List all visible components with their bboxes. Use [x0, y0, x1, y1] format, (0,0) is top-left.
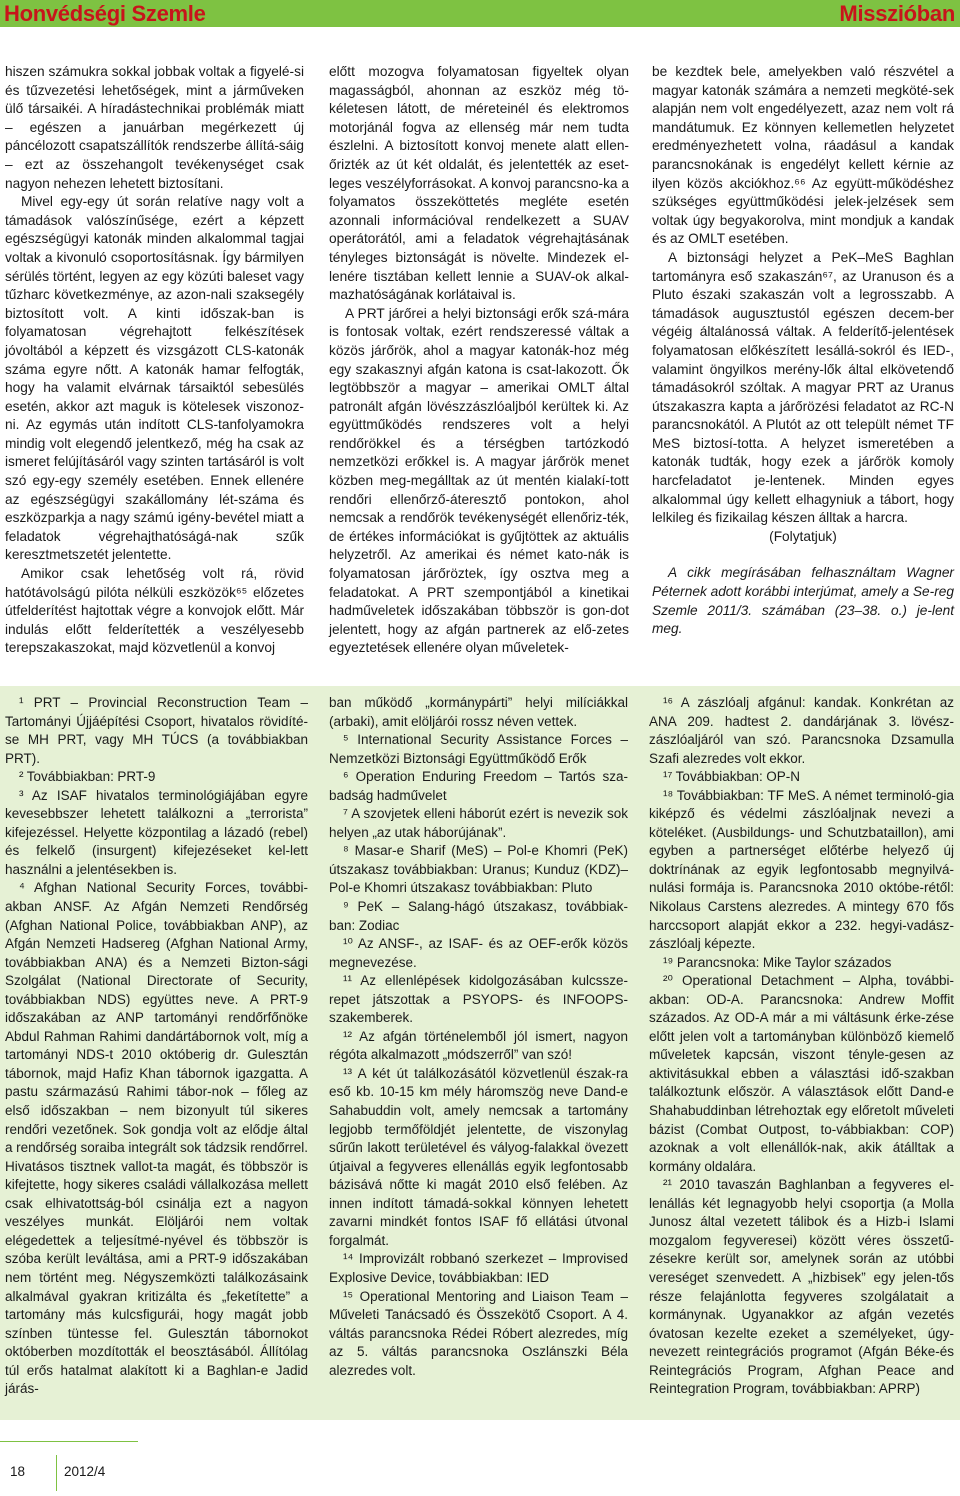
footnote-paragraph: ¹³ A két út találkozásától közvetlenül észak-ra eső kb. 10-15 km mély háromszög neve Dand-e Sahabuddin volt, amely nemcsak a tartomány legjobb termőföldjét jelentette, de viszonylag sűrűn lakott területével és vályog-falakkal övezett útjaival a fegyveres ellenállás egyik legfontosabb bázisává nőtte ki magát 2010 első felében. Az innen indított támadá-sokkal könnyen lehetett zavarni mindkét fontos ISAF fő ellátási útvonal forgalmát.	[329, 1065, 628, 1248]
page-header	[0, 0, 960, 27]
article-paragraph: hiszen számukra sokkal jobbak voltak a figyelé-si és tűzvezetési lehetőségek, mint a járműveken ülő társaikéi. A híradástechnikai problémák miatt – egészen a januárban megérkezett új páncélozott csapatszállítók rendszerbe állítá-sáig – ezt az összehangolt tevékenységet csak nagyon nehezen lehetett biztosítani.	[5, 64, 304, 191]
footnote-paragraph: ¹⁴ Improvizált robbanó szerkezet – Improvised Explosive Device, továbbiakban: IED	[329, 1251, 628, 1285]
footnote-paragraph: ⁴ Afghan National Security Forces, további-akban ANSF. Az Afgán Nemzeti Rendőrség (Afghan National Police, továbbiakban ANP), az Afgán Nemzeti Hadsereg (Afghan National Army, továbbiakban ANA) és a Nemzeti Bizton-sági Szolgálat (National Directorate of Security, továbbiakban NDS) együttes neve. A PRT-9 időszakában az ANP tartományi rendőrfőnöke Abdul Rahman Rahimi dandártábornok volt, míg a tartományi NDS-t 2010 októberig dr. Gulesztán tábornok, majd Hafiz Khan tábornok igazgatta. A pastu származású Rahimi tábor-nok – főleg az első időszakban – nem bizonyult túl sikeres rendőri vezetőnek. Sok gondja volt az elődje által a rendőrség soraiba integrált sok tádzsik rendőrrel. Hivatásos tisztnek vallot-ta magát, és többször is kifejtette, hogy sikeres családi vállalkozása mellett csak elhivatottság-ból csinálja ezt a nagyon veszélyes munkát. Elöljárói nem voltak elégedettek a teljesítmé-nyével és többször is szóba került leváltása, ami a PRT-9 időszakában nem történt meg. Négyszemközti találkozásaink alkalmával gyakran kritizálta és „feketítette” a tartomány más kulcsfigurái, hogy magát jobb színben tüntesse fel. Gulesztán tábornokot októberben mozdították el beosztásából. Állítólag túl erős hatalmat alakított ki a Baghlan-e Jadid járás-	[5, 880, 308, 1397]
article-paragraph: A PRT járőrei a helyi biztonsági erők szá-mára is fontosak voltak, ezért rendszeressé váltak a közös járőrök, ahol a magyar katonák-hoz még egy szakasznyi afgán katona is csat-lakozott. Ők legtöbbször a magyar – amerikai OMLT által patronált afgán lövészzászlóaljból kerültek ki. Az együttműködés rendszeres volt a helyi rendőrökkel és a térségben tartózkodó nemzetközi erőkkel is. A magyar járőrök menet közben meg-megálltak az út mentén kialakí-tott rendőri ellenőrző-áteresztő pontokon, ahol nemcsak a rendőrök tevékenységét ellenőriz-ték, de értékes információkat is gyűjtöttek az aktuális helyzetről. Az amerikai és német kato-nák is folyamatosan járőröztek, így osztva meg a feladatokat. A PRT szempontjából a kinetikai hadműveletek időszakában többször is gon-dot jelentett, hogy az afgán partnerek az elő-zetes egyeztetések ellenére olyan műveletek-	[329, 305, 629, 656]
article-column-3	[652, 63, 954, 639]
footnote-paragraph: ¹ PRT – Provincial Reconstruction Team – Tartományi Újjáépítési Csoport, hivatalos rövidíté-se MH PRT, vagy MH TÚCS (a továbbiakban PRT).	[5, 695, 308, 766]
footnote-paragraph: ⁵ International Security Assistance Forces – Nemzetközi Biztonsági Együttműködő Erők	[329, 732, 628, 766]
page-number: 18	[10, 1464, 26, 1479]
footnote-paragraph: ⁷ A szovjetek elleni háborút ezért is nevezik sok helyen „az utak háborújának”.	[329, 806, 628, 840]
footnotes-column-1	[5, 694, 308, 1399]
footnote-paragraph: ² Továbbiakban: PRT-9	[19, 769, 156, 785]
footnote-paragraph: ¹⁵ Operational Mentoring and Liaison Team – Műveleti Tanácsadó és Összekötő Csoport. A 4. váltás parancsnoka Rédei Róbert alezredes, míg az 5. váltás parancsnoka Oszlánszki Béla alezredes volt.	[329, 1288, 628, 1378]
article-paragraph: Amikor csak lehetőség volt rá, rövid hatótávolságú pilóta nélküli eszközök⁶⁵ előzetes útfelderítést hajtottak végre a konvojok előtt. Már indulás előtt felderítették a veszélyesebb terepszakaszokat, majd közvetlenül a konvoj	[5, 566, 304, 656]
footnote-paragraph: ⁹ PeK – Salang-hágó útszakasz, továbbiak-ban: Zodiac	[329, 899, 628, 933]
article-column-2	[329, 63, 629, 658]
footer-divider	[56, 1455, 57, 1491]
article-paragraph: A cikk megírásában felhasználtam Wagner Péternek adott korábbi interjúmat, amely a Se-reg Szemle 2011/3. számában (23–38. o.) je-lent meg.	[652, 565, 954, 637]
footnote-paragraph: ¹⁰ Az ANSF-, az ISAF- és az OEF-erők közös megnevezése.	[329, 936, 628, 970]
article-paragraph: előtt mozogva folyamatosan figyeltek olyan magasságból, ahonnan az eszköz még tö-kéletesen látott, de méreteinél és elektromos motorjánál fogva az ellenség már nem tudta észlelni. A biztosított konvoj menete alatt ellen-őrizték az út két oldalát, és jelentették az eset-leges veszélyforrásokat. A konvoj parancsno-ka a folyamatos összeköttetés megléte esetén azonnali információval rendelkezett a SUAV operátorától, ami a feladatok végrehajtásának tényleges biztonságát is növelte. Mindezek el-lenére tisztában kellett lennie a SUAV-ok alkal-mazhatóságának korlátaival is.	[329, 64, 629, 303]
footnote-paragraph: ¹⁶ A zászlóalj afgánul: kandak. Konkrétan az ANA 209. hadtest 2. dandárjának 3. lövész-zászlóaljáról van szó. Parancsnoka Dzsamulla Szafi alezredes volt ekkor.	[649, 695, 954, 766]
footnote-paragraph: ¹⁸ Továbbiakban: TF MeS. A német terminoló-gia kiképző és védelmi zászlóaljnak nevezi a köteléket. (Ausbildungs- und Schutzbataillon), ami egyben a partnerséget előtérbe helyező új doktrínának az egyik legfontosabb megnyilvá-nulási formája is. Parancsnoka 2010 októbe-rétől: Nikolaus Carstens alezredes. A mintegy 670 fős harccsoport alapját ekkor a 232. hegyi-vadász-zászlóalj képezte.	[649, 787, 954, 952]
issue-number: 2012/4	[64, 1464, 106, 1479]
footnote-paragraph: ⁸ Masar-e Sharif (MeS) – Pol-e Khomri (PeK) útszakasz továbbiakban: Uranus; Kunduz (KDZ)– Pol-e Khomri útszakasz továbbiakban: Pluto	[329, 843, 628, 896]
footnote-paragraph: ⁶ Operation Enduring Freedom – Tartós sza-badság hadművelet	[329, 769, 628, 803]
journal-title: Honvédségi Szemle	[4, 1, 206, 26]
footer-rule	[0, 1441, 138, 1442]
footnote-paragraph: ²¹ 2010 tavaszán Baghlanban a fegyveres el-lenállás két legnagyobb helyi csoportja (a Molla Junosz által vezetett tálibok és a Hizb-i Islami mozgalom fegyveresei) között véres összetű-zésekre került sor, amelynek során az utóbbi vereséget szenvedett. A „hizbisek” egy jelen-tős része felajánlotta fegyveres szolgálatait a kormánynak. Ugyanakkor az afgán vezetés óvatosan kezelte ezeket a személyeket, úgy-nevezett reintegrációs programot (Afgán Béke-és Reintegrációs Program, Afghan Peace and Reintegration Program, továbbiakban: APRP)	[649, 1177, 954, 1397]
article-paragraph: (Folytatjuk)	[769, 528, 837, 544]
footnote-paragraph: ¹⁷ Továbbiakban: OP-N	[663, 769, 801, 785]
article-paragraph: A biztonsági helyzet a PeK–MeS Baghlan tartományra eső szakaszán⁶⁷, az Uranuson és a Pluto északi szakaszán volt a legrosszabb. A támadások augusztustól egészen decem-ber végéig általánossá váltak. A felderítő-jelentések folyamatosan előkészített lesállá-sokról és IED-, valamint öngyilkos merény-lők által elkövetendő támadásokról szóltak. A magyar PRT az Uranus útszakaszra kapta a járőrözési feladatot az RC-N parancsnokától. A Plutót az ott települt német TF MeS biztosí-totta. A helyzet ismeretében a katonák tudták, hogy ezek a járőrök komoly harcfeladatot je-lentenek. Minden egyes alkalommal úgy kellett elhagyniuk a tábort, hogy lelkileg és fizikailag készen álltak a harcra.	[652, 249, 954, 526]
section-title: Misszióban	[839, 1, 955, 26]
footnote-paragraph: ¹¹ Az ellenlépések kidolgozásában kulcssze-repet játszottak a PSYOPS- és INFOOPS-szakemberek.	[329, 973, 628, 1026]
footnotes-column-3	[649, 694, 954, 1399]
footnote-paragraph: ban működő „kormánypárti” helyi milíciákkal (arbaki), amit elöljárói rossz néven vettek.	[329, 695, 628, 729]
footnote-paragraph: ¹⁹ Parancsnoka: Mike Taylor százados	[663, 954, 892, 970]
footnote-paragraph: ¹² Az afgán történelemből jól ismert, nagyon régóta alkalmazott „módszerről” van szó!	[329, 1028, 628, 1063]
footnote-paragraph: ²⁰ Operational Detachment – Alpha, további-akban: OD-A. Parancsnoka: Andrew Moffit százados. Az OD-A már a mi váltásunk érke-zése előtt jelen volt a tartományban különböző kiemelő műveletek kapcsán, viszont tényle-gesen az aktivitásukkal ebben a választási idő-szakban találkoztunk először. A választások előtt Dand-e Shahabuddinban létrehoztak egy előretolt műveleti bázist (Combat Outpost, to-vábbiakban: COP) azoknak a volt ellenállók-nak, akik átálltak a kormány oldalára.	[649, 973, 954, 1174]
article-paragraph: Mivel egy-egy út során relatíve nagy volt a támadások valószínűsége, ezért a képzett egészségügyi katonák minden alkalommal tagjai voltak a kivonuló csoportosításnak. Így bármilyen sérülés történt, legyen az egy közúti baleset vagy tűzharc következménye, az azon-nali szaksegély biztosított volt. A kinti időszak-ban is folyamatosan végrehajtott felkészítések jóvoltából a képzett és vizsgázott CLS-katonák száma egyre nőtt. A katonák hamar felfogták, hogy ha valamit elvárnak társaiktól sebesülés esetén, akkor azt maguk is kötelesek viszonoz-ni. Az egymás után indított CLS-tanfolyamokra mindig volt elegendő jelentkező, még ha csak az ismeret felújításáról vagy szinten tartásáról is volt szó egy-egy személy esetében. Ennek ellenére az egészségügyi szakállomány lét-száma és eszközparkja a nagy számú igény-bevétel miatt a feladatok végrehajthatóságá-nak szűk keresztmetszetét jelentette.	[5, 194, 304, 563]
article-column-1	[5, 63, 304, 658]
article-paragraph: be kezdtek bele, amelyekben való részvétel a magyar katonák számára a nemzeti megköté-sek alapján nem volt engedélyezett, azaz nem volt rá mandátumuk. Ez könnyen kellemetlen helyzetet eredményezhetett volna, ráadásul a kandak parancsnokának is engedélyt kellett kérnie az ilyen közös akciókhoz.⁶⁶ Az együtt-működéshez szükséges együttműködési jelek-jelzések sem voltak úgy begyakorolva, mint mondjuk a kandak és az OMLT esetében.	[652, 64, 954, 247]
footnotes-column-2	[329, 694, 628, 1380]
footnote-paragraph: ³ Az ISAF hivatalos terminológiájában egyre kevesebbszer lehetett találkozni a „terrorista” kifejezéssel. Helyette központilag a lázadó (rebel) és felkelő (insurgent) kifejezéseket kel-lett használni a jelentésekben is.	[5, 787, 308, 877]
